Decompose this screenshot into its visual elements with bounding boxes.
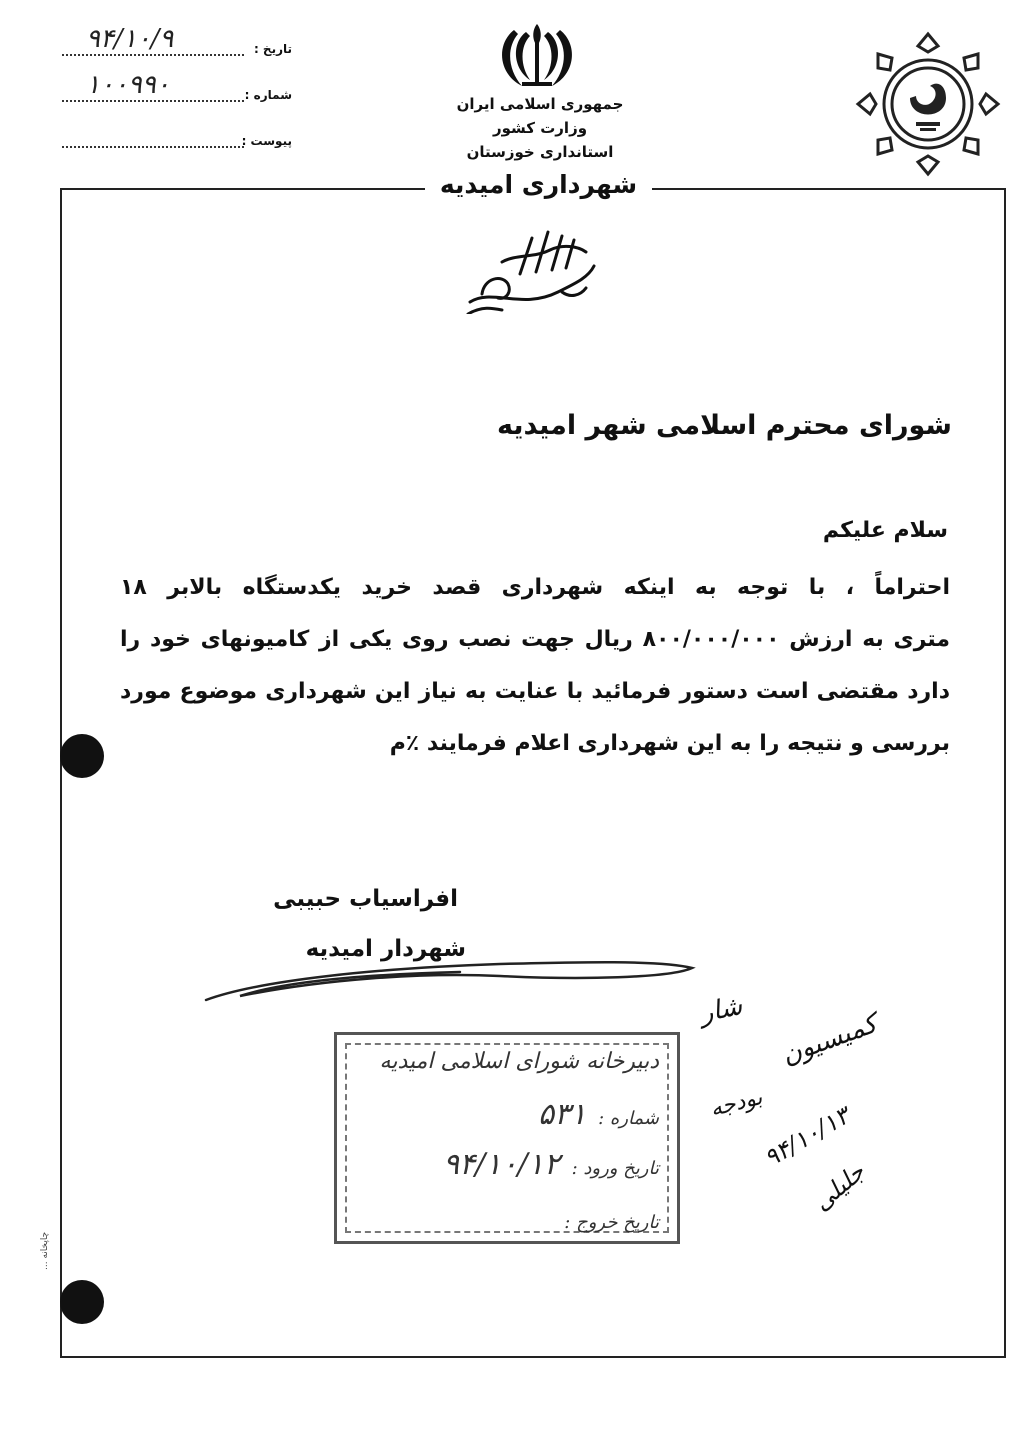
body-line: متری به ارزش ۸۰۰/۰۰۰/۰۰۰ ریال جهت نصب روی یکی از کامیونهای خود را	[120, 627, 950, 652]
stamp-date-in-row	[443, 1147, 659, 1182]
meta-date-value: ۹۴/۱۰/۹	[86, 24, 174, 54]
ministry-line-province: استانداری خوزستان	[466, 143, 614, 161]
punch-hole-lower	[60, 1280, 104, 1324]
stamp-title: دبیرخانه شورای اسلامی امیدیه	[379, 1049, 659, 1074]
meta-date-label: تاریخ :	[253, 42, 292, 56]
stamp-date-out-row	[558, 1201, 659, 1236]
municipality-logo-icon	[846, 24, 1010, 184]
frame-top-left-rule	[60, 188, 425, 190]
meta-date-row	[62, 24, 292, 70]
printer-credit: چاپخانه ...	[40, 1231, 50, 1270]
note-line-4: جلیلی	[807, 1157, 871, 1217]
greeting-line: سلام علیکم	[822, 518, 948, 543]
meta-date-dots	[62, 54, 244, 56]
secretariat-stamp	[334, 1032, 680, 1244]
meta-attachment-label: پیوست :	[241, 134, 292, 148]
meta-number-dots	[62, 100, 244, 102]
note-line-2: کمیسیون	[777, 1009, 881, 1071]
stamp-date-in-label: تاریخ ورود :	[571, 1158, 659, 1179]
punch-hole-upper	[60, 734, 104, 778]
stamp-date-in-value: ۹۴/۱۰/۱۲	[442, 1147, 560, 1182]
meta-number-row	[62, 70, 292, 116]
iran-emblem-icon	[492, 20, 582, 92]
signatory-name: افراسیاب حبیبی	[273, 886, 458, 912]
bismillah-calligraphy	[462, 218, 602, 314]
stamp-number-value: ۵۳۱	[538, 1097, 587, 1132]
meta-attachment-row	[62, 116, 292, 162]
frame-top-right-rule	[652, 188, 1006, 190]
handwritten-referral-note	[680, 990, 910, 1235]
note-date: ۹۴/۱۰/۱۳	[759, 1101, 855, 1173]
letter-body	[120, 562, 950, 770]
recipient-line: شورای محترم اسلامی شهر امیدیه	[496, 410, 952, 441]
note-line-3: بودجه	[707, 1084, 765, 1123]
ministry-line-ministry: وزارت کشور	[492, 119, 588, 137]
body-line: دارد مقتضی است دستور فرمائید با عنایت به نیاز این شهرداری موضوع مورد	[120, 679, 950, 704]
body-line: احتراماً ، با توجه به اینکه شهرداری قصد خرید یکدستگاه بالابر ۱۸	[120, 575, 950, 600]
body-line: بررسی و نتیجه را به این شهرداری اعلام فرمایند ٪م	[389, 731, 950, 756]
ministry-line-country: جمهوری اسلامی ایران	[456, 95, 624, 113]
letter-meta	[62, 24, 292, 162]
handwritten-signature	[200, 950, 700, 1010]
stamp-number-label: شماره :	[598, 1108, 659, 1129]
note-line-1: شار	[697, 990, 745, 1030]
meta-attachment-dots	[62, 146, 244, 148]
municipality-title: شهرداری امیدیه	[439, 170, 638, 199]
stamp-date-out-label: تاریخ خروج :	[564, 1212, 659, 1233]
ministry-header	[420, 92, 660, 164]
stamp-number-row	[538, 1097, 659, 1132]
meta-number-label: شماره :	[244, 88, 292, 102]
meta-number-value: ۱۰۰۹۹۰	[86, 70, 170, 100]
signatory-title: شهردار امیدیه	[305, 936, 466, 962]
